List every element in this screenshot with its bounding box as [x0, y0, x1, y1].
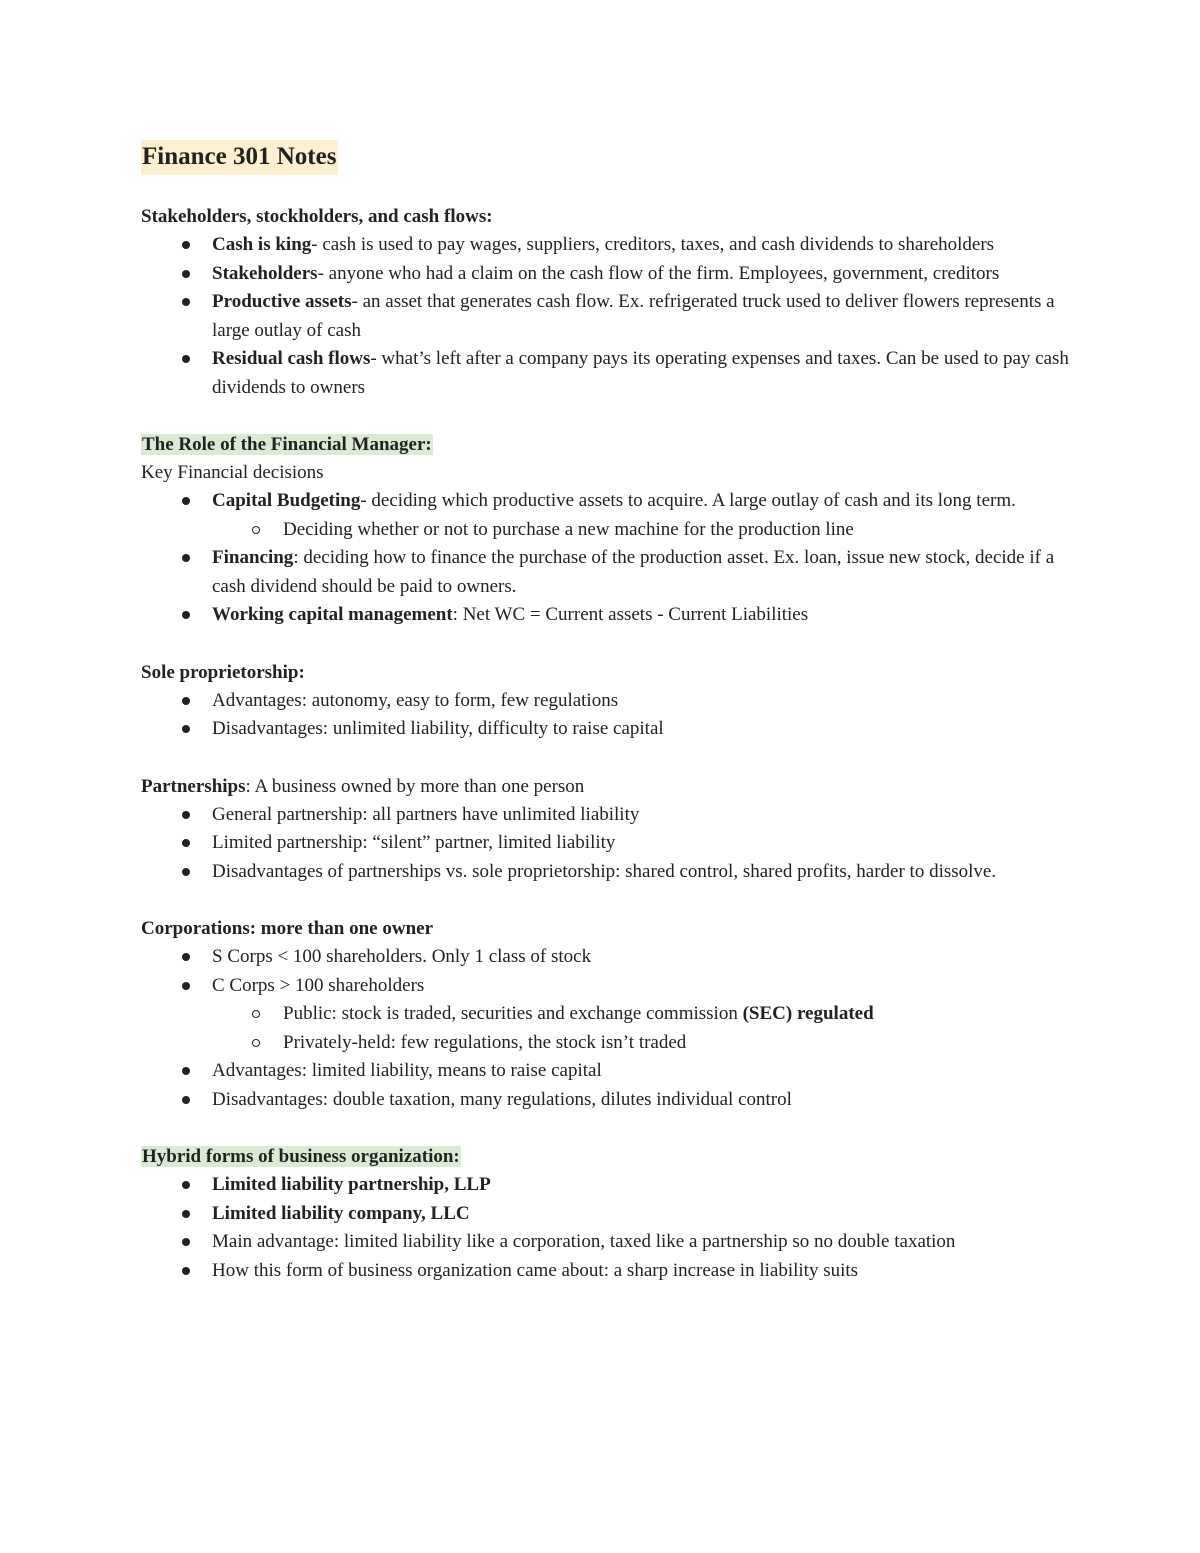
- list-item: General partnership: all partners have unlimited liability: [141, 801, 1071, 830]
- sub-list-item: Privately-held: few regulations, the stock isn’t traded: [141, 1029, 1071, 1058]
- definition: - anyone who had a claim on the cash flow of the firm. Employees, government, creditors: [317, 262, 1000, 284]
- section-heading: [141, 431, 1071, 459]
- list-item: Disadvantages: double taxation, many regulations, dilutes individual control: [141, 1086, 1071, 1115]
- list-item: How this form of business organization came about: a sharp increase in liability suits: [141, 1257, 1071, 1286]
- list-item: S Corps < 100 shareholders. Only 1 class of stock: [141, 943, 1071, 972]
- bullet-list: [141, 687, 1071, 744]
- definition: : Net WC = Current assets - Current Liabilities: [452, 604, 809, 625]
- definition: - an asset that generates cash flow. Ex. refrigerated truck used to deliver flowers represents a large outlay of cash: [212, 291, 1055, 341]
- list-item: Limited partnership: “silent” partner, limited liability: [141, 829, 1071, 858]
- bullet-list: [141, 1171, 1071, 1285]
- section-stakeholders: [141, 203, 1071, 402]
- definition: - what’s left after a company pays its operating expenses and taxes. Can be used to pay cash dividends to owners: [212, 348, 1069, 398]
- term: Stakeholders: [212, 262, 318, 284]
- section-heading: Sole proprietorship:: [141, 661, 305, 683]
- page-title: Finance 301 Notes: [141, 140, 338, 175]
- list-item: Disadvantages of partnerships vs. sole proprietorship: shared control, shared profits, harder to dissolve.: [141, 858, 1071, 887]
- term: Capital Budgeting: [212, 490, 361, 511]
- section-corporations: [141, 915, 1071, 1114]
- list-item: [141, 601, 1071, 630]
- definition: - deciding which productive assets to acquire. A large outlay of cash and its long term.: [360, 490, 1016, 511]
- section-partnerships: [141, 773, 1071, 887]
- section-heading: [141, 773, 1071, 801]
- list-item: [141, 260, 1071, 289]
- term: (SEC) regulated: [742, 1003, 874, 1024]
- list-item: [141, 345, 1071, 402]
- bullet-list: [141, 943, 1071, 1114]
- section-heading: Stakeholders, stockholders, and cash flows:: [141, 206, 493, 227]
- term: Productive assets: [212, 291, 352, 312]
- highlighted-heading: The Role of the Financial Manager:: [142, 434, 432, 455]
- document-page: [141, 140, 1071, 1285]
- section-intro: Key Financial decisions: [141, 462, 324, 483]
- list-item: [141, 544, 1071, 601]
- definition: Public: stock is traded, securities and exchange commission: [283, 1003, 743, 1024]
- list-item: Main advantage: limited liability like a corporation, taxed like a partnership so no double taxation: [141, 1228, 1071, 1257]
- list-item: Limited liability company, LLC: [141, 1200, 1071, 1229]
- bullet-list: [141, 487, 1071, 630]
- list-item: Limited liability partnership, LLP: [141, 1171, 1071, 1200]
- list-item: C Corps > 100 shareholders: [141, 972, 1071, 1001]
- sub-list-item: [141, 1000, 1071, 1029]
- term: Partnerships: [141, 775, 246, 797]
- sub-list-item: Deciding whether or not to purchase a new machine for the production line: [141, 516, 1071, 545]
- section-hybrid-forms: [141, 1143, 1071, 1285]
- list-item: Advantages: autonomy, easy to form, few regulations: [141, 687, 1071, 716]
- section-heading: Corporations: more than one owner: [141, 918, 434, 939]
- bullet-list: [141, 801, 1071, 887]
- section-heading: [141, 1143, 1071, 1171]
- list-item: [141, 288, 1071, 345]
- section-financial-manager: [141, 431, 1071, 630]
- list-item: [141, 231, 1071, 260]
- definition: - cash is used to pay wages, suppliers, creditors, taxes, and cash dividends to shareholders: [311, 234, 995, 255]
- list-item: Advantages: limited liability, means to raise capital: [141, 1057, 1071, 1086]
- section-sole-proprietorship: [141, 659, 1071, 744]
- definition: : A business owned by more than one person: [245, 775, 585, 797]
- term: Working capital management: [212, 604, 453, 625]
- term: Financing: [212, 547, 294, 568]
- definition: : deciding how to finance the purchase of the production asset. Ex. loan, issue new stock, decide if a cash dividend should be paid to owners.: [212, 547, 1055, 597]
- list-item: [141, 487, 1071, 516]
- highlighted-heading: Hybrid forms of business organization:: [142, 1146, 460, 1167]
- list-item: Disadvantages: unlimited liability, difficulty to raise capital: [141, 715, 1071, 744]
- term: Residual cash flows: [212, 348, 371, 369]
- bullet-list: [141, 231, 1071, 402]
- term: Cash is king: [212, 234, 312, 255]
